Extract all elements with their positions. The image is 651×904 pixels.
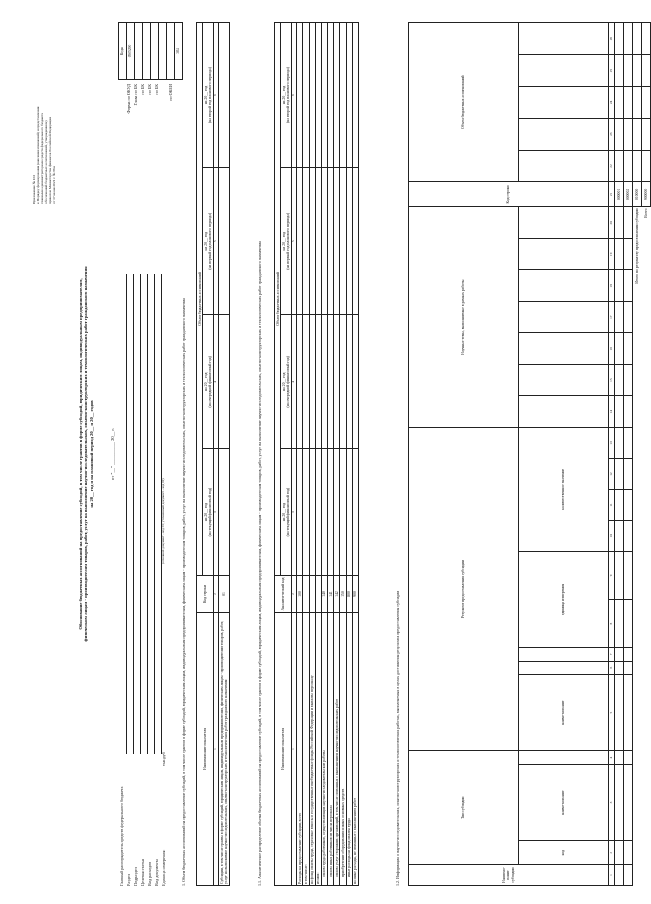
s12-colnum: 6 bbox=[609, 661, 615, 674]
s12-colnum: 15 bbox=[609, 364, 615, 395]
field-unit-value: тыс.руб bbox=[161, 752, 166, 766]
s12-row-code: 000002 bbox=[623, 182, 632, 207]
s11-row-label: оплата труда работников, осуществляющих научно-исследовательские работы bbox=[321, 613, 327, 886]
s11-year: на 20__ год bbox=[281, 85, 286, 105]
s12-h-unit: единица измерения bbox=[519, 551, 609, 648]
s1-year: на 20__ год bbox=[203, 85, 208, 105]
s11-colnum: 5 bbox=[291, 168, 297, 315]
s1-year: на 20__ год bbox=[203, 372, 208, 391]
title-date: от "__" __________ 20__ г. bbox=[109, 428, 115, 480]
s11-colnum: 1 bbox=[291, 613, 297, 886]
s12-colnum: 19 bbox=[609, 239, 615, 270]
section1-table bbox=[196, 22, 230, 886]
s1-colnum: 6 bbox=[213, 23, 219, 168]
s12-colnum: 14 bbox=[609, 396, 615, 427]
appendix-line: к Порядку формирования (внесения изменений) и представления bbox=[36, 106, 41, 204]
appendix-line: Приложение № 103 bbox=[32, 174, 36, 204]
s11-row-label: на иные расходы, не связанные с выполнением работ bbox=[352, 613, 358, 886]
section12-title: 1.2. Информация о научно-исследовательских, опытно-конструкторских и технологических работах, выполняемых в целях достижения результата предоставления субсидии bbox=[395, 590, 400, 886]
codes-labels bbox=[120, 84, 176, 144]
code-label: Форма по ОКУД bbox=[126, 84, 131, 114]
s12-row-code: 000001 bbox=[614, 182, 623, 207]
section11-table bbox=[274, 22, 359, 886]
s11-colnum: 2 bbox=[291, 576, 297, 613]
section11-title: 1.1. Аналитическое распределение объема бюджетных ассигнований на предоставление субсидий, в том числе грантов в форме субсидий, юридическим лицам, индивидуальным предпринимателям, физическим лицам - производителям товаров, работ, услуг на выполнение научно-исследовательских, опытно-конструкторских и технологических работ гражданского назначения bbox=[257, 241, 262, 886]
s11-row-label: на фонд оплаты труда, страховые взносы в государственные внебюджетные фонды Российской Федерации и выплаты персоналу bbox=[309, 613, 315, 886]
code-label: Глава по БК bbox=[133, 84, 138, 106]
s12-h-name: Наимено-вание субсидии bbox=[409, 865, 609, 886]
s11-colnum: 3 bbox=[291, 449, 297, 576]
s12-colnum: 24 bbox=[609, 87, 615, 119]
s1-colnum: 1 bbox=[213, 613, 219, 886]
s1-year-sub: (на второй год планового периода) bbox=[207, 67, 212, 123]
s11-row-label: оплата услуг сторонних организаций, в том числе связанных с выполнением научно-исследовательских работ bbox=[334, 613, 340, 886]
s12-colnum: 4 bbox=[609, 751, 615, 764]
s11-year-sub: (на очередной финансовый год) bbox=[285, 356, 290, 408]
s12-colnum: 21 bbox=[609, 182, 615, 207]
s12-colnum: 7 bbox=[609, 648, 615, 661]
s11-row-code: 141 bbox=[328, 576, 334, 613]
s11-col-code: Аналити-ческий код bbox=[275, 576, 292, 613]
s11-row-label: из них: bbox=[315, 613, 321, 886]
s12-row-code: 010000 bbox=[632, 182, 641, 207]
field-unit: Единица измерения: bbox=[161, 849, 166, 886]
s11-year-sub: (на текущий финансовый год) bbox=[285, 487, 290, 537]
s12-h-values: количественное значение bbox=[519, 427, 609, 551]
s12-colnum: 16 bbox=[609, 333, 615, 364]
field-target: Целевая статья bbox=[140, 859, 145, 886]
s1-row-code: 01 bbox=[219, 576, 229, 613]
s1-colnum: 3 bbox=[213, 449, 219, 576]
section12-table bbox=[408, 22, 651, 886]
s11-col-name: Наименование показателя bbox=[275, 613, 292, 886]
s11-row-label: Расходы на предоставление субсидии, всего bbox=[297, 613, 303, 886]
s11-colnum: 4 bbox=[291, 315, 297, 449]
s11-row-code: 140 bbox=[321, 576, 327, 613]
s1-row-label: Субсидии, в том числе гранты в форме субсидий, юридическим лицам, индивидуальным предпринимателям, физическим лицам - производителям товаров, работ, услуг на выполнение научно-исследовательских, опытно-конструкторских и технологических работ гражданского назначения bbox=[219, 613, 229, 886]
s12-colnum: 10 bbox=[609, 520, 615, 551]
s1-year-sub: (на текущий финансовый год) bbox=[207, 487, 212, 537]
code-value: 0505290 bbox=[127, 23, 135, 80]
s12-colnum: 13 bbox=[609, 427, 615, 458]
s12-colnum: 8 bbox=[609, 600, 615, 648]
title-line: на 20__ год и на плановый период 20__ и 20__ годов bbox=[88, 400, 94, 508]
appendix-line: приказом Министерства финансов Российской Федерации bbox=[48, 117, 53, 204]
appendix-line: от 17 июня 2021 г. № 86н bbox=[52, 166, 57, 204]
s1-year-sub: (на очередной финансовый год) bbox=[207, 356, 212, 408]
s12-row-code: 900000 bbox=[641, 182, 650, 207]
s12-h-works: Научные темы, выполняемые в рамках работы bbox=[409, 207, 519, 427]
s12-colnum: 26 bbox=[609, 23, 615, 55]
s12-h-code: Код строки bbox=[409, 182, 609, 207]
s1-colnum: 2 bbox=[213, 576, 219, 613]
s11-row-code: 150 bbox=[340, 576, 346, 613]
s12-result-total: Итого по результату предоставления субсидии bbox=[632, 207, 641, 886]
field-subsection: Подраздел bbox=[133, 867, 138, 886]
s12-h-type: Тип субсидии bbox=[409, 751, 519, 865]
s12-colnum: 12 bbox=[609, 459, 615, 490]
s12-colnum: 9 bbox=[609, 551, 615, 599]
s11-row-code: 900 bbox=[352, 576, 358, 613]
s11-row-label: приобретение оборудования и иных основных средств bbox=[340, 613, 346, 886]
s11-year: на 20__ год bbox=[281, 232, 286, 251]
code-label: по ОКЕИ bbox=[168, 84, 173, 101]
s12-colnum: 5 bbox=[609, 674, 615, 751]
s11-year-sub: (на первый год планового периода) bbox=[285, 212, 290, 270]
s11-row-label: иные расходы на фонд оплаты труда bbox=[346, 613, 352, 886]
s12-colnum: 2 bbox=[609, 841, 615, 865]
code-label: по БК bbox=[147, 84, 152, 95]
s12-colnum: 3 bbox=[609, 764, 615, 841]
appendix-note bbox=[32, 24, 56, 204]
doc-note: (основной документ - код 01; уточненный документ - код 02) bbox=[161, 478, 165, 564]
s12-colnum: 11 bbox=[609, 490, 615, 521]
appendix-line: главными администраторами средств федерального бюджета bbox=[40, 112, 45, 204]
s11-year-sub: (на второй год планового периода) bbox=[285, 67, 290, 123]
s11-col-group: Объем бюджетных ассигнований bbox=[275, 23, 281, 576]
s11-row-code: 800 bbox=[346, 576, 352, 613]
s1-year: на 20__ год bbox=[203, 232, 208, 251]
s12-colnum: 22 bbox=[609, 150, 615, 182]
field-ministry: Главный распорядитель средств федерального бюджета bbox=[119, 786, 124, 886]
s11-row-code: 100 bbox=[297, 576, 303, 613]
s11-row-label: оплата иных работников из числа персонала bbox=[328, 613, 334, 886]
s11-year: на 20__ год bbox=[281, 502, 286, 522]
s12-h-result: Результат предоставления субсидии bbox=[409, 427, 519, 751]
s12-grand-total: Всего bbox=[643, 208, 648, 218]
field-doctype: Вид документа bbox=[154, 859, 159, 886]
s1-year-sub: (на первый год планового периода) bbox=[207, 212, 212, 270]
appendix-line: обоснований бюджетных ассигнований, утвержденному bbox=[44, 120, 49, 204]
s12-colnum: 20 bbox=[609, 207, 615, 239]
document-title bbox=[78, 64, 115, 844]
s12-colnum: 1 bbox=[609, 865, 615, 886]
section1-title: 1. Объем бюджетных ассигнований на предоставление субсидий, в том числе грантов в форме субсидий, юридическим лицам, индивидуальным предпринимателям, физическим лицам - производителям товаров, работ, услуг на выполнение научно-исследовательских, опытно-конструкторских и технологических работ гражданского назначения bbox=[181, 298, 186, 886]
s12-colnum: 18 bbox=[609, 270, 615, 301]
s12-colnum: 25 bbox=[609, 55, 615, 87]
s1-col-name: Наименование показателя bbox=[197, 613, 214, 886]
s12-h-name2: наиме-нование bbox=[519, 674, 609, 751]
code-label: по БК bbox=[140, 84, 145, 95]
s11-colnum: 6 bbox=[291, 23, 297, 168]
s11-row-code: 142 bbox=[334, 576, 340, 613]
field-section: Раздел bbox=[126, 874, 131, 886]
s12-colnum: 23 bbox=[609, 118, 615, 150]
title-line: физическим лицам - производителям товаров, работ, услуг на выполнение научно-исследовательских, опытно-конструкторских и технологических работ гражданского назначения bbox=[83, 266, 89, 642]
s1-year: на 20__ год bbox=[203, 502, 208, 522]
s11-row-label: в том числе: bbox=[303, 613, 309, 886]
s1-col-group: Объем бюджетных ассигнований bbox=[197, 23, 203, 576]
code-label: по БК bbox=[154, 84, 159, 95]
field-expense: Вид расходов bbox=[147, 861, 152, 886]
s12-colnum: 17 bbox=[609, 301, 615, 332]
s12-h-total: Объем бюджетных ассигнований bbox=[409, 23, 519, 182]
s1-colnum: 5 bbox=[213, 168, 219, 315]
s12-h-name2: наиме-нование bbox=[519, 764, 609, 841]
s1-colnum: 4 bbox=[213, 315, 219, 449]
s12-h-code2: код bbox=[519, 841, 609, 865]
title-line: Обоснование бюджетных ассигнований на предоставление субсидий, в том числе грантов в форме субсидий, юридическим лицам, индивидуальным предпринимателям, bbox=[78, 278, 83, 630]
s11-year: на 20__ год bbox=[281, 372, 286, 391]
code-value: 384 bbox=[175, 23, 183, 80]
s1-col-code: Код строки bbox=[197, 576, 214, 613]
codes-table bbox=[118, 22, 183, 80]
codes-head: Коды bbox=[119, 23, 127, 80]
